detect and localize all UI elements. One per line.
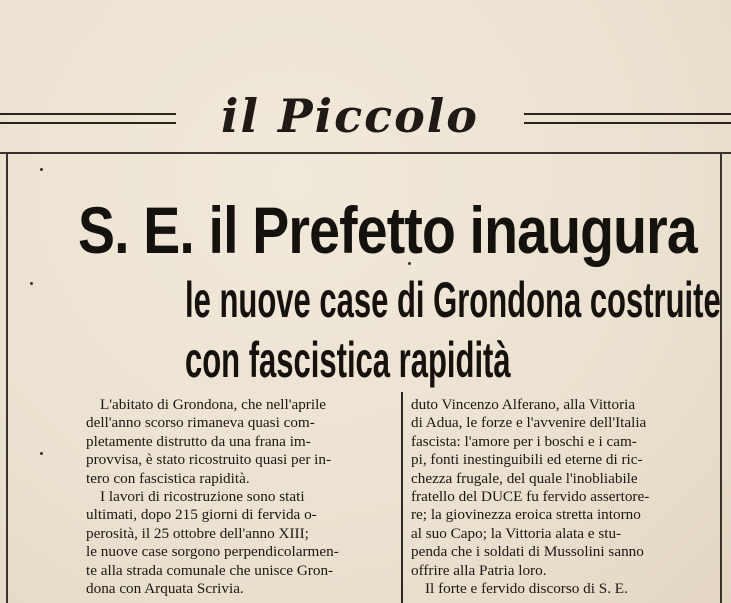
print-speck bbox=[30, 282, 33, 285]
article-line: di Adua, le forze e l'avvenire dell'Italia bbox=[411, 414, 647, 432]
article-line: al suo Capo; la Vittoria alata e stu- bbox=[411, 524, 622, 542]
masthead-rule-left bbox=[0, 113, 176, 124]
article-line: duto Vincenzo Alferano, alla Vittoria bbox=[411, 396, 636, 413]
article-line: dell'anno scorso rimaneva quasi com- bbox=[86, 414, 315, 432]
article-line: provvisa, è stato ricostruito quasi per in- bbox=[86, 451, 332, 469]
article-line: pi, fonti inestinguibili ed eterne di ric- bbox=[411, 451, 643, 469]
article-line: le nuove case sorgono perpendicolarmen- bbox=[86, 543, 339, 561]
header-rule bbox=[0, 152, 731, 154]
print-speck bbox=[40, 452, 43, 455]
article-line: L'abitato di Grondona, che nell'aprile bbox=[100, 396, 327, 413]
right-border-rule bbox=[720, 152, 722, 603]
subheadline-line-2: con fascistica rapidità bbox=[185, 332, 511, 388]
article-line: fascista: l'amore per i boschi e i cam- bbox=[411, 432, 637, 450]
article-line: offrire alla Patria loro. bbox=[411, 561, 547, 579]
article-line: I lavori di ricostruzione sono stati bbox=[100, 487, 305, 505]
headline: S. E. il Prefetto inaugura bbox=[78, 193, 697, 267]
article-line: perosità, il 25 ottobre dell'anno XIII; bbox=[86, 524, 309, 542]
article-line: tero con fascistica rapidità. bbox=[86, 469, 250, 487]
print-speck bbox=[40, 168, 43, 171]
masthead-rule-right bbox=[524, 113, 731, 124]
masthead-title: il Piccolo bbox=[221, 89, 479, 143]
article-line: Il forte e fervido discorso di S. E. bbox=[425, 579, 628, 597]
article-line: pletamente distrutto da una frana im- bbox=[86, 432, 311, 450]
article-line: dona con Arquata Scrivia. bbox=[86, 579, 244, 597]
article-line: fratello del DUCE fu fervido assertore- bbox=[411, 487, 650, 505]
article-left-column bbox=[86, 396, 392, 598]
column-divider bbox=[401, 392, 403, 603]
left-border-rule bbox=[6, 152, 8, 603]
subheadline-line-1: le nuove case di Grondona costruite bbox=[185, 272, 721, 328]
article-line: penda che i soldati di Mussolini sanno bbox=[411, 543, 644, 561]
article-line: ultimati, dopo 215 giorni di fervida o- bbox=[86, 506, 317, 524]
article-line: te alla strada comunale che unisce Gron- bbox=[86, 561, 334, 579]
article-line: re; la giovinezza eroica stretta intorno bbox=[411, 506, 641, 524]
article-line: chezza frugale, del quale l'inobliabile bbox=[411, 469, 638, 487]
article-right-column bbox=[411, 396, 713, 598]
